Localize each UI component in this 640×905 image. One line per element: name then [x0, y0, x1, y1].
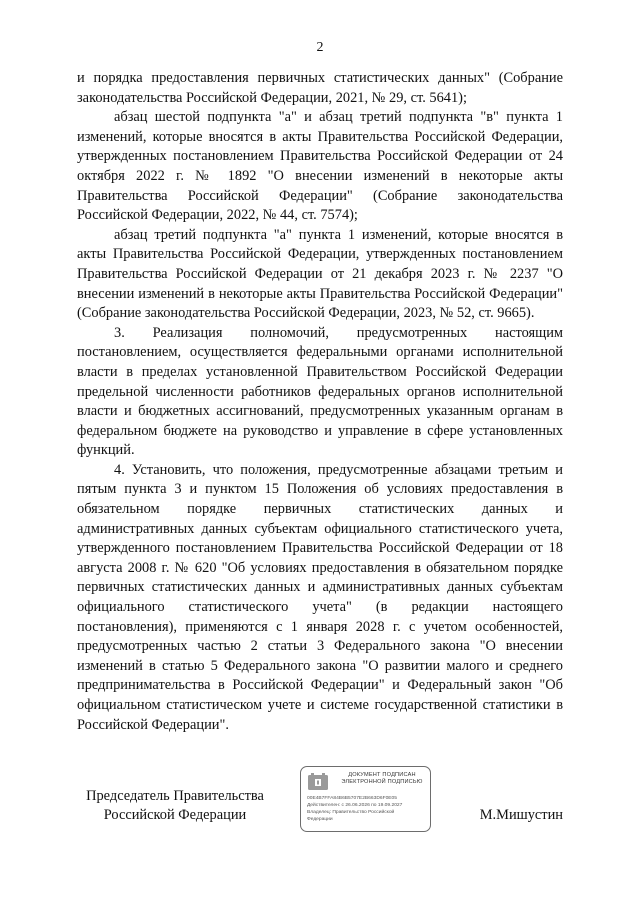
- electronic-signature-stamp: [300, 766, 431, 832]
- document-body: [77, 69, 563, 735]
- paragraph-continuation: и порядка предоставления первичных статистических данных" (Собрание законодательства Российской Федерации, 2021, № 29, ст. 5641);: [77, 70, 563, 106]
- paragraph-abzac-shestoy: абзац шестой подпункта "а" и абзац третий подпункта "в" пункта 1 изменений, которые вносятся в акты Правительства Российской Федерации, утвержденных постановлением Правительства Российской Федерации от 24 октября 2022 г. № 1892 "О внесении изменений в некоторые акты Правительства Российской Федерации" (Собрание законодательства Российской Федерации, 2022, № 44, ст. 7574);: [77, 109, 563, 224]
- stamp-certificate: 00E4B7FFA84B6B5707E2B663D6F0E05: [307, 796, 397, 801]
- paragraph-point-3: 3. Реализация полномочий, предусмотренных настоящим постановлением, осуществляется федеральными органами исполнительной власти в пределах установленной Правительством Российской Федерации предельной численности работников федеральных органов исполнительной власти и бюджетных ассигнований, предусмотренных указанным органам в федеральном бюджете на руководство и управление в сфере установленных функций.: [77, 324, 563, 459]
- stamp-owner-line-2: Федерации: [307, 817, 333, 822]
- paragraph-abzac-tretiy: абзац третий подпункта "а" пункта 1 изменений, которые вносятся в акты Правительства Российской Федерации, утвержденных постановлением Правительства Российской Федерации от 21 декабря 2023 г. № 2237 "О внесении изменений в некоторые акты Правительства Российской Федерации" (Собрание законодательства Российской Федерации, 2023, № 52, ст. 9665).: [77, 226, 563, 322]
- state-emblem-icon: [307, 772, 329, 792]
- stamp-header-line-2: ЭЛЕКТРОННОЙ ПОДПИСЬЮ: [341, 779, 423, 785]
- stamp-header-line-1: ДОКУМЕНТ ПОДПИСАН: [348, 772, 416, 778]
- signatory-title-line-2: Российской Федерации: [103, 807, 247, 823]
- stamp-details: [307, 795, 429, 823]
- paragraph-point-4: 4. Установить, что положения, предусмотренные абзацами третьим и пятым пункта 3 и пунктом 15 Положения об условиях предоставления в обязательном порядке первичных статистических данных и административных данных субъектам официального статистического учета, утвержденного постановлением Правительства Российской Федерации от 18 августа 2008 г. № 620 "Об условиях предоставления в обязательном порядке первичных статистических данных и административных данных субъектам официального статистического учета" (в редакции настоящего постановления), применяются с 1 января 2028 г. с учетом особенностей, предусмотренных частью 2 статьи 3 Федерального закона "О внесении изменений в статью 5 Федерального закона "О развитии малого и среднего предпринимательства в Российской Федерации" и Федеральный закон "Об официальном статистическом учете и системе государственной статистики в Российской Федерации".: [77, 461, 563, 733]
- signatory-title: [77, 787, 273, 825]
- signatory-name: М.Мишустин: [479, 807, 563, 823]
- stamp-owner-line-1: Владелец: Правительство Российской: [307, 810, 395, 815]
- stamp-validity: Действителен: с 26.06.2026 по 19.09.2027: [307, 803, 403, 808]
- page-number: 2: [316, 40, 324, 55]
- stamp-header: [335, 772, 429, 786]
- signatory-title-line-1: Председатель Правительства: [86, 788, 264, 804]
